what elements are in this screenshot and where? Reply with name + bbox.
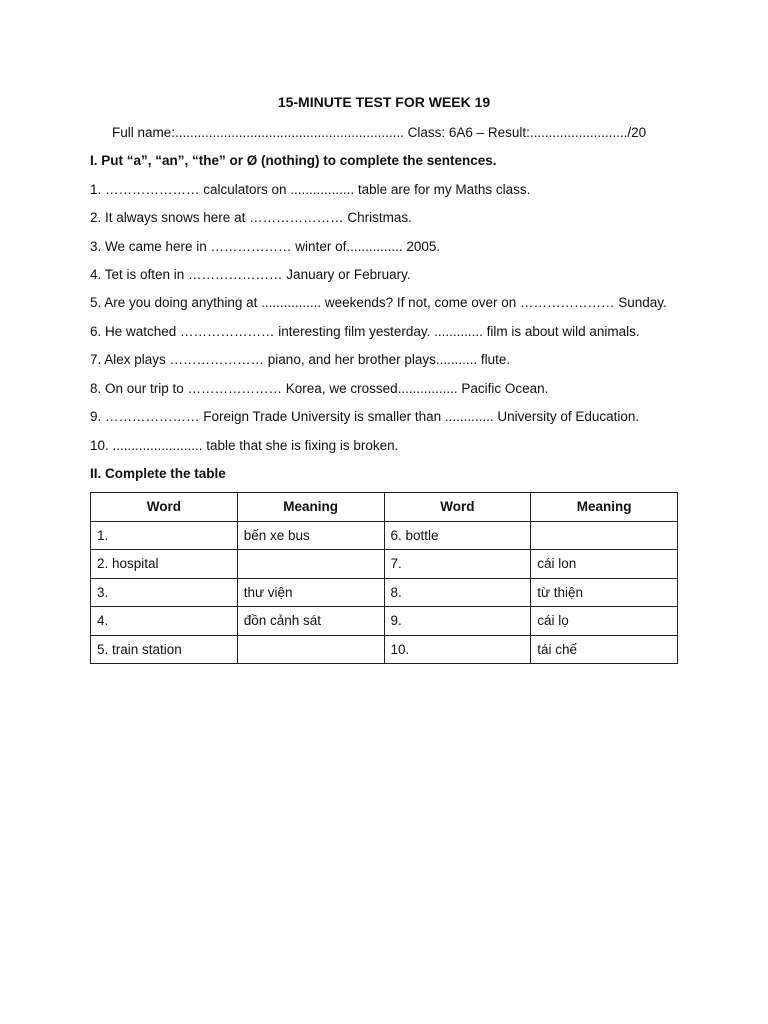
table-cell: tái chế (531, 635, 678, 664)
table-header-row (91, 493, 678, 522)
table-cell: 2. hospital (91, 550, 238, 579)
table-cell: 7. (384, 550, 531, 579)
page-title: 15-MINUTE TEST FOR WEEK 19 (277, 94, 491, 110)
table-cell: 9. (384, 607, 531, 636)
table-cell: 10. (384, 635, 531, 664)
table-cell: 6. bottle (384, 521, 531, 550)
question-2: 2. It always snows here at ………………… Christmas. (90, 210, 412, 225)
table-cell: đồn cảnh sát (237, 607, 384, 636)
question-9: 9. ………………… Foreign Trade University is smaller than ............. University of Education. (90, 409, 640, 424)
table-cell: từ thiện (531, 578, 678, 607)
table-row (91, 635, 678, 664)
table-cell: bến xe bus (237, 521, 384, 550)
table-cell: cái lon (531, 550, 678, 579)
table-row (91, 521, 678, 550)
table-cell: 1. (91, 521, 238, 550)
question-5: 5. Are you doing anything at ................ weekends? If not, come over on ………………… Sunday. (90, 295, 667, 310)
table-cell: 4. (91, 607, 238, 636)
column-header-meaning: Meaning (237, 493, 384, 522)
table-cell: thư viện (237, 578, 384, 607)
table-row (91, 607, 678, 636)
student-info-line: Full name:............................................................. Class: 6A6 – Result:........................../20 (112, 125, 647, 140)
question-10: 10. ........................ table that she is fixing is broken. (90, 438, 399, 453)
column-header-word: Word (384, 493, 531, 522)
section-1-heading: I. Put “a”, “an”, “the” or Ø (nothing) to complete the sentences. (90, 153, 497, 168)
table-cell: 8. (384, 578, 531, 607)
table-cell (237, 635, 384, 664)
table-row (91, 550, 678, 579)
vocabulary-table (90, 492, 678, 664)
question-3: 3. We came here in ……………… winter of............... 2005. (90, 239, 441, 254)
question-6: 6. He watched ………………… interesting film yesterday. ............. film is about wild animals. (90, 324, 640, 339)
table-cell: 3. (91, 578, 238, 607)
table-cell: 5. train station (91, 635, 238, 664)
question-8: 8. On our trip to ………………… Korea, we crossed................ Pacific Ocean. (90, 381, 549, 396)
column-header-meaning: Meaning (531, 493, 678, 522)
question-7: 7. Alex plays ………………… piano, and her brother plays........... flute. (90, 352, 511, 367)
column-header-word: Word (91, 493, 238, 522)
section-2-heading: II. Complete the table (90, 466, 226, 481)
table-cell (531, 521, 678, 550)
question-4: 4. Tet is often in ………………… January or February. (90, 267, 411, 282)
table-cell: cái lọ (531, 607, 678, 636)
question-1: 1. ………………… calculators on ................. table are for my Maths class. (90, 182, 531, 197)
table-row (91, 578, 678, 607)
table-cell (237, 550, 384, 579)
